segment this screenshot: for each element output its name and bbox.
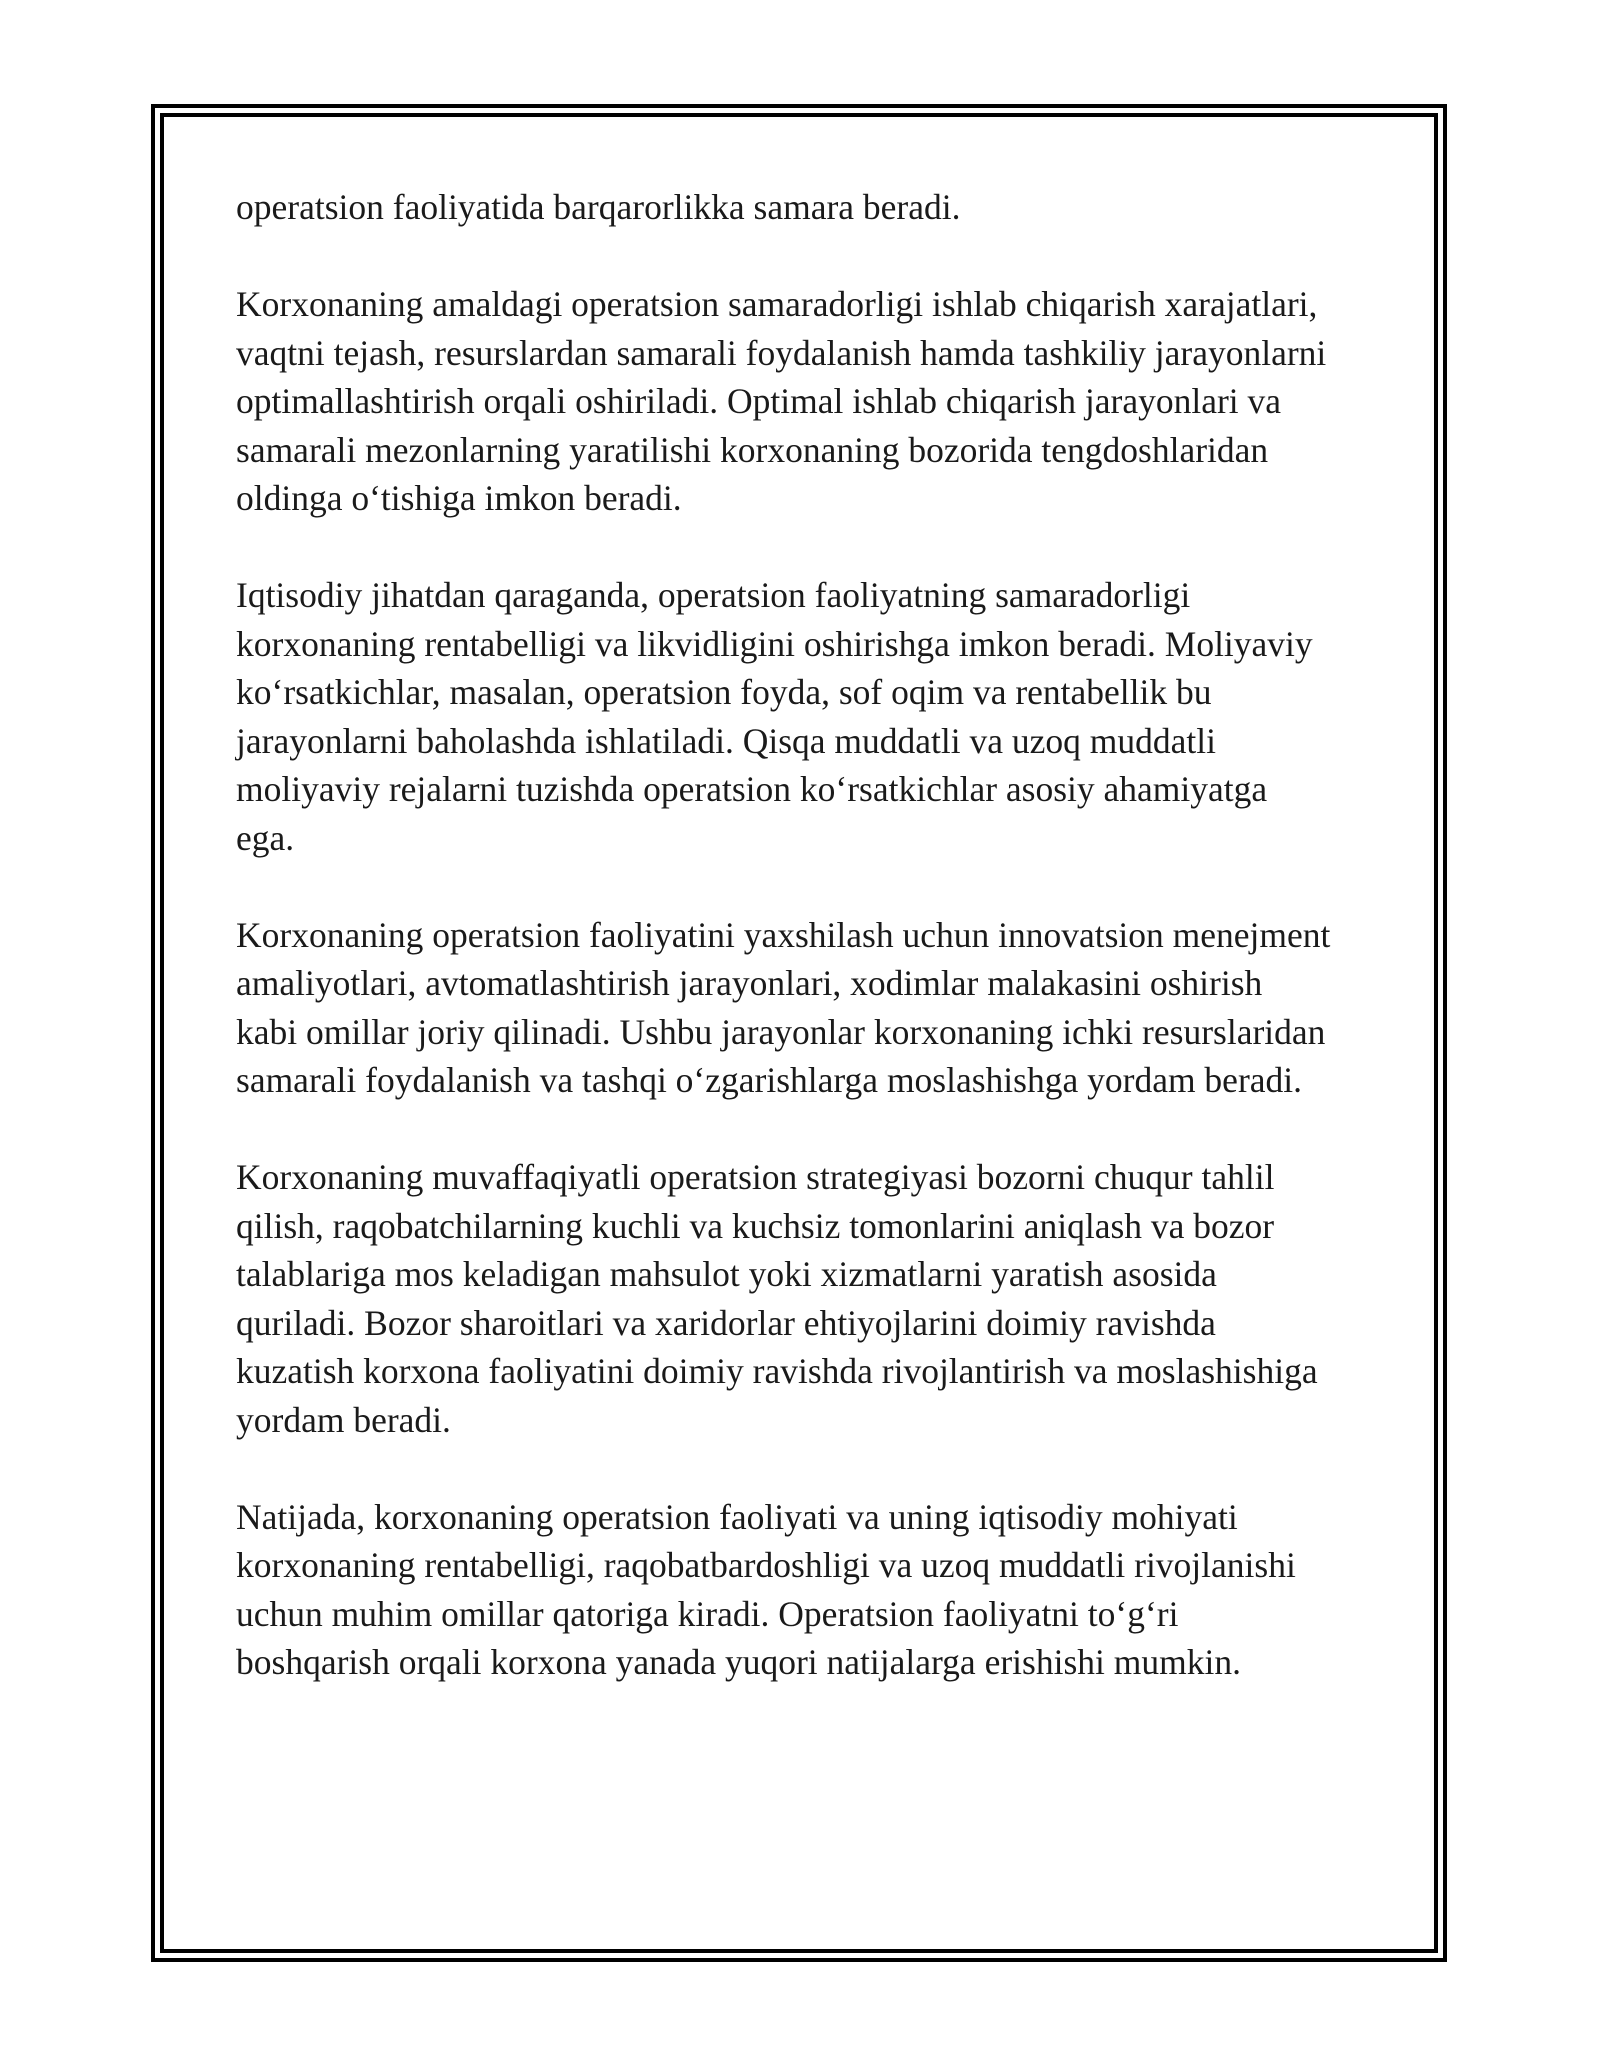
paragraph: Korxonaning amaldagi operatsion samaradorligi ishlab chiqarish xarajatlari, vaqtni tejash, resurslardan samarali foydalanish hamda tashkiliy jarayonlarni optimallashtirish orqali oshiriladi. Optimal ishlab chiqarish jarayonlari va samarali mezonlarning yaratilishi korxonaning bozorida tengdoshlaridan oldinga o‘tishiga imkon beradi.: [236, 284, 1327, 518]
paragraph: Korxonaning muvaffaqiyatli operatsion strategiyasi bozorni chuqur tahlil qilish, raqobatchilarning kuchli va kuchsiz tomonlarini aniqlash va bozor talablariga mos keladigan mahsulot yoki xizmatlarni yaratish asosida quriladi. Bozor sharoitlari va xaridorlar ehtiyojlarini doimiy ravishda kuzatish korxona faoliyatini doimiy ravishda rivojlantirish va moslashishiga yordam beradi.: [236, 1157, 1318, 1440]
paragraph: operatsion faoliyatida barqarorlikka samara beradi.: [236, 187, 961, 227]
paragraph: Natijada, korxonaning operatsion faoliyati va uning iqtisodiy mohiyati korxonaning rentabelligi, raqobatbardoshligi va uzoq muddatli rivojlanishi uchun muhim omillar qatoriga kiradi. Operatsion faoliyatni to‘g‘ri boshqarish orqali korxona yanada yuqori natijalarga erishishi mumkin.: [236, 1496, 1296, 1682]
document-body: [236, 183, 1376, 1735]
paragraph: Korxonaning operatsion faoliyatini yaxshilash uchun innovatsion menejment amaliyotlari, avtomatlashtirish jarayonlari, xodimlar malakasini oshirish kabi omillar joriy qilinadi. Ushbu jarayonlar korxonaning ichki resurslaridan samarali foydalanish va tashqi o‘zgarishlarga moslashishga yordam beradi.: [236, 914, 1331, 1100]
paragraph: Iqtisodiy jihatdan qaraganda, operatsion faoliyatning samaradorligi korxonaning rentabelligi va likvidligini oshirishga imkon beradi. Moliyaviy ko‘rsatkichlar, masalan, operatsion foyda, sof oqim va rentabellik bu jarayonlarni baholashda ishlatiladi. Qisqa muddatli va uzoq muddatli moliyaviy rejalarni tuzishda operatsion ko‘rsatkichlar asosiy ahamiyatga ega.: [236, 575, 1313, 858]
